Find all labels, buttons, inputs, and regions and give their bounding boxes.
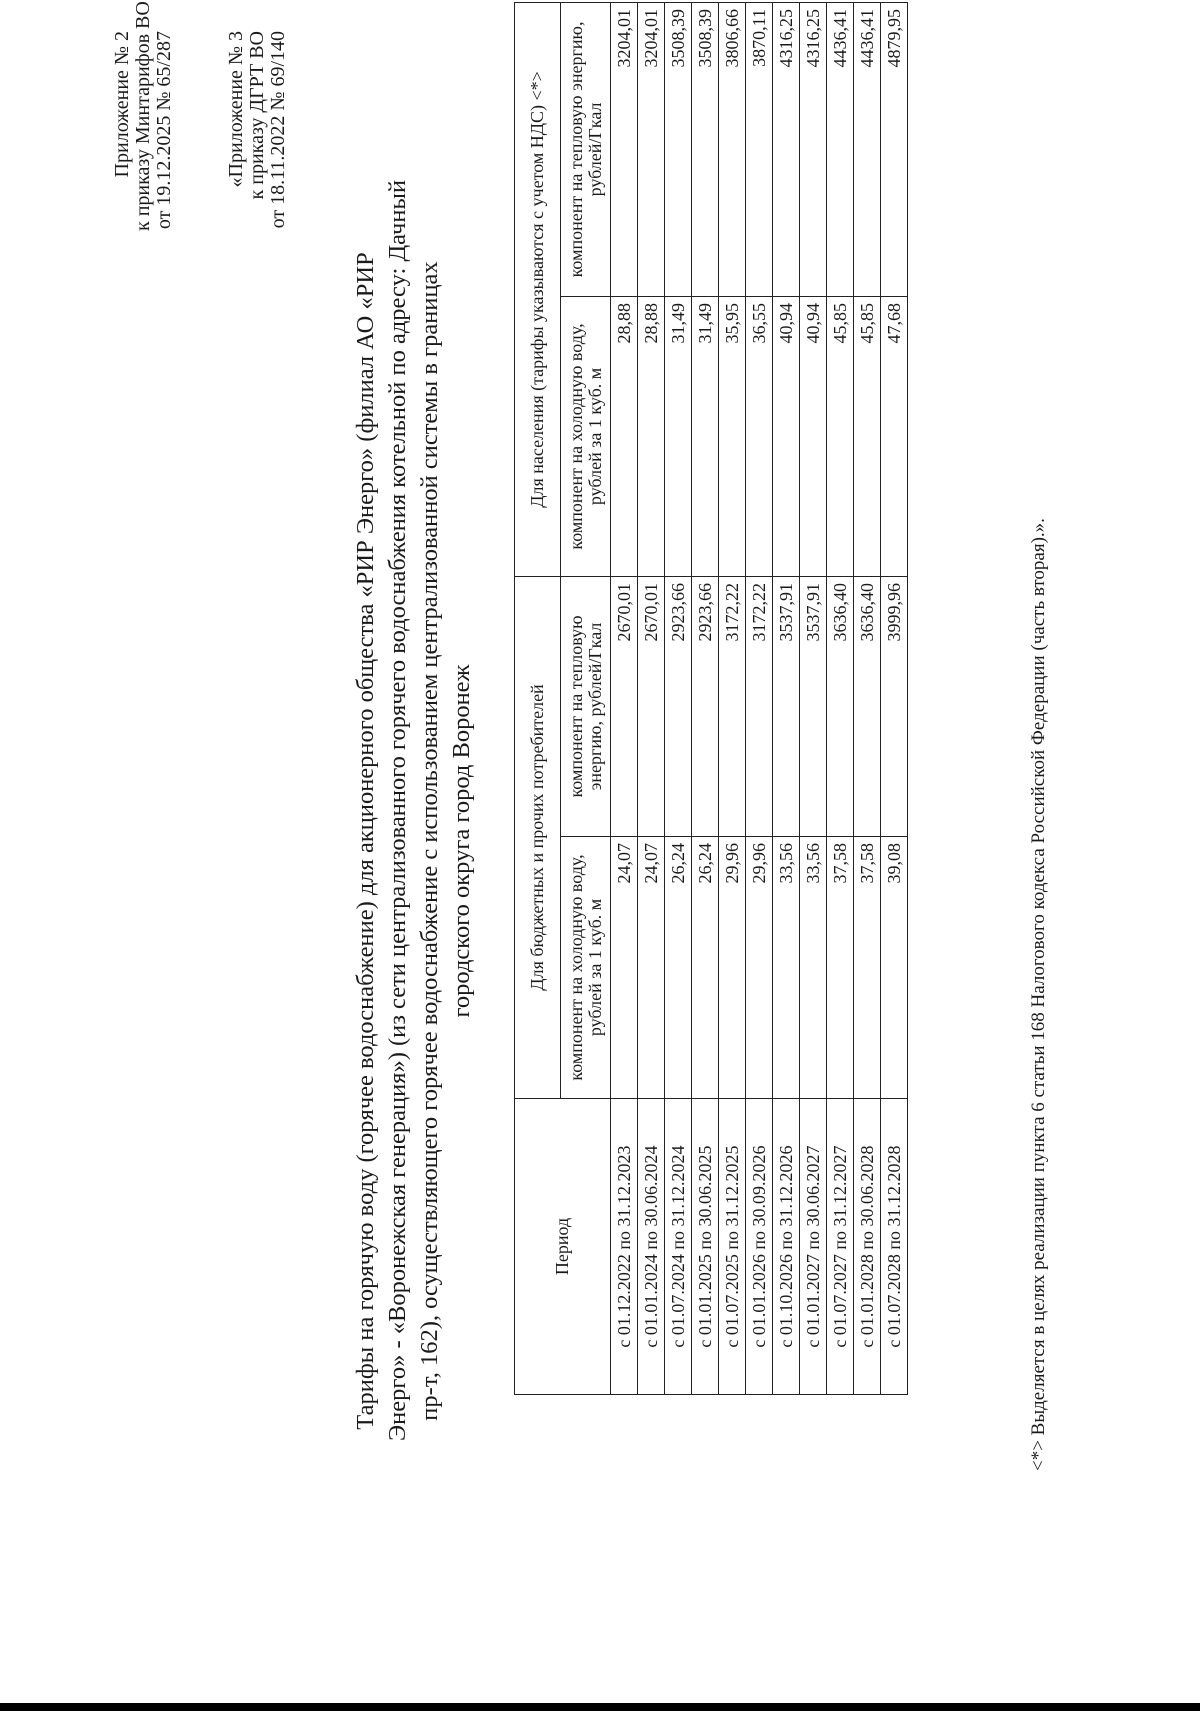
appendix-2-line-3: от 18.11.2022 № 69/140 — [267, 31, 289, 229]
budget-cold-water-cell: 37,58 — [827, 837, 854, 1099]
budget-cold-water-header: компонент на холодную воду, рублей за 1 куб. м — [561, 837, 611, 1099]
population-cold-water-cell: 40,94 — [800, 296, 827, 576]
population-heat-energy-cell: 3870,11 — [746, 2, 773, 296]
population-heat-energy-header: компонент на тепловую энергию, рублей/Гкал — [561, 2, 611, 296]
budget-cold-water-cell: 26,24 — [692, 837, 719, 1099]
table-row — [611, 2, 638, 1394]
population-heat-energy-cell: 3508,39 — [665, 2, 692, 296]
population-cold-water-cell: 31,49 — [665, 296, 692, 576]
budget-heat-energy-cell: 3636,40 — [854, 576, 881, 836]
population-cold-water-cell: 28,88 — [611, 296, 638, 576]
title-line-4: городского округа город Воронеж — [448, 664, 475, 1018]
scan-bottom-edge — [0, 1703, 1200, 1711]
budget-cold-water-cell: 39,08 — [881, 837, 908, 1099]
population-cold-water-cell: 35,95 — [719, 296, 746, 576]
period-cell: с 01.07.2025 по 31.12.2025 — [719, 1099, 746, 1395]
budget-heat-energy-cell: 2670,01 — [638, 576, 665, 836]
period-cell: с 01.01.2027 по 30.06.2027 — [800, 1099, 827, 1395]
table-row — [665, 2, 692, 1394]
appendix-1-line-1: Приложение № 2 — [111, 31, 133, 178]
title-line-2: Энерго» - «Воронежская генерация») (из сети централизованного горячего водоснабжения котельной по адресу: Дачный — [384, 179, 411, 1441]
period-cell: с 01.10.2026 по 31.12.2026 — [773, 1099, 800, 1395]
budget-heat-energy-cell: 3537,91 — [773, 576, 800, 836]
table-row — [719, 2, 746, 1394]
appendix-1-line-3: от 19.12.2025 № 65/287 — [153, 31, 175, 230]
table-row — [692, 2, 719, 1394]
population-cold-water-cell: 45,85 — [827, 296, 854, 576]
population-cold-water-cell: 36,55 — [746, 296, 773, 576]
period-cell: с 01.01.2024 по 30.06.2024 — [638, 1099, 665, 1395]
population-heat-energy-cell: 3204,01 — [638, 2, 665, 296]
table-row — [638, 2, 665, 1394]
budget-heat-energy-cell: 2670,01 — [611, 576, 638, 836]
title-line-3: пр-т, 162), осуществляющего горячее водоснабжение с использованием централизованной системы в границах — [416, 261, 443, 1421]
period-cell: с 01.07.2027 по 31.12.2027 — [827, 1099, 854, 1395]
appendix-2-line-2: к приказу ДГРТ ВО — [246, 31, 268, 200]
population-heat-energy-cell: 4879,95 — [881, 2, 908, 296]
footnote: <*> Выделяется в целях реализации пункта 6 статьи 168 Налогового кодекса Российской Федерации (часть вторая).». — [1028, 518, 1049, 1471]
budget-cold-water-cell: 29,96 — [719, 837, 746, 1099]
period-cell: с 01.01.2025 по 30.06.2025 — [692, 1099, 719, 1395]
budget-heat-energy-cell: 3172,22 — [719, 576, 746, 836]
population-cold-water-cell: 28,88 — [638, 296, 665, 576]
appendix-1-line-2: к приказу Минтарифов ВО — [132, 1, 154, 231]
tariff-table-body — [611, 2, 908, 1394]
document-title — [350, 179, 478, 1441]
population-heat-energy-cell: 4316,25 — [800, 2, 827, 296]
population-cold-water-cell: 47,68 — [881, 296, 908, 576]
budget-heat-energy-cell: 3172,22 — [746, 576, 773, 836]
appendix-reference-2 — [226, 31, 289, 331]
budget-group-header: Для бюджетных и прочих потребителей — [515, 576, 561, 1098]
table-row — [800, 2, 827, 1394]
budget-cold-water-cell: 37,58 — [854, 837, 881, 1099]
budget-cold-water-cell: 33,56 — [773, 837, 800, 1099]
population-heat-energy-cell: 4436,41 — [827, 2, 854, 296]
period-header: Период — [515, 1099, 611, 1395]
tariff-table — [514, 2, 908, 1395]
budget-cold-water-cell: 33,56 — [800, 837, 827, 1099]
budget-cold-water-cell: 24,07 — [638, 837, 665, 1099]
period-cell: с 01.07.2028 по 31.12.2028 — [881, 1099, 908, 1395]
population-cold-water-cell: 31,49 — [692, 296, 719, 576]
budget-heat-energy-cell: 3999,96 — [881, 576, 908, 836]
population-cold-water-header: компонент на холодную воду, рублей за 1 куб. м — [561, 296, 611, 576]
population-cold-water-cell: 45,85 — [854, 296, 881, 576]
budget-heat-energy-cell: 3636,40 — [827, 576, 854, 836]
budget-heat-energy-cell: 2923,66 — [692, 576, 719, 836]
table-row — [881, 2, 908, 1394]
period-cell: с 01.01.2026 по 30.09.2026 — [746, 1099, 773, 1395]
table-row — [827, 2, 854, 1394]
population-heat-energy-cell: 4316,25 — [773, 2, 800, 296]
budget-cold-water-cell: 26,24 — [665, 837, 692, 1099]
population-heat-energy-cell: 4436,41 — [854, 2, 881, 296]
budget-heat-energy-header: компонент на тепловую энергию, рублей/Гкал — [561, 576, 611, 836]
table-row — [854, 2, 881, 1394]
population-heat-energy-cell: 3806,66 — [719, 2, 746, 296]
population-cold-water-cell: 40,94 — [773, 296, 800, 576]
budget-heat-energy-cell: 3537,91 — [800, 576, 827, 836]
table-row — [773, 2, 800, 1394]
budget-cold-water-cell: 29,96 — [746, 837, 773, 1099]
table-row — [746, 2, 773, 1394]
population-heat-energy-cell: 3204,01 — [611, 2, 638, 296]
population-group-header: Для населения (тарифы указываются с учетом НДС) <*> — [515, 2, 561, 576]
period-cell: с 01.12.2022 по 31.12.2023 — [611, 1099, 638, 1395]
appendix-reference-1 — [111, 1, 175, 231]
title-line-1: Тарифы на горячую воду (горячее водоснабжение) для акционерного общества «РИР Энерго» (филиал АО «РИР — [352, 252, 379, 1430]
period-cell: с 01.01.2028 по 30.06.2028 — [854, 1099, 881, 1395]
appendix-2-line-1: «Приложение № 3 — [225, 31, 247, 188]
budget-cold-water-cell: 24,07 — [611, 837, 638, 1099]
period-cell: с 01.07.2024 по 31.12.2024 — [665, 1099, 692, 1395]
budget-heat-energy-cell: 2923,66 — [665, 576, 692, 836]
population-heat-energy-cell: 3508,39 — [692, 2, 719, 296]
